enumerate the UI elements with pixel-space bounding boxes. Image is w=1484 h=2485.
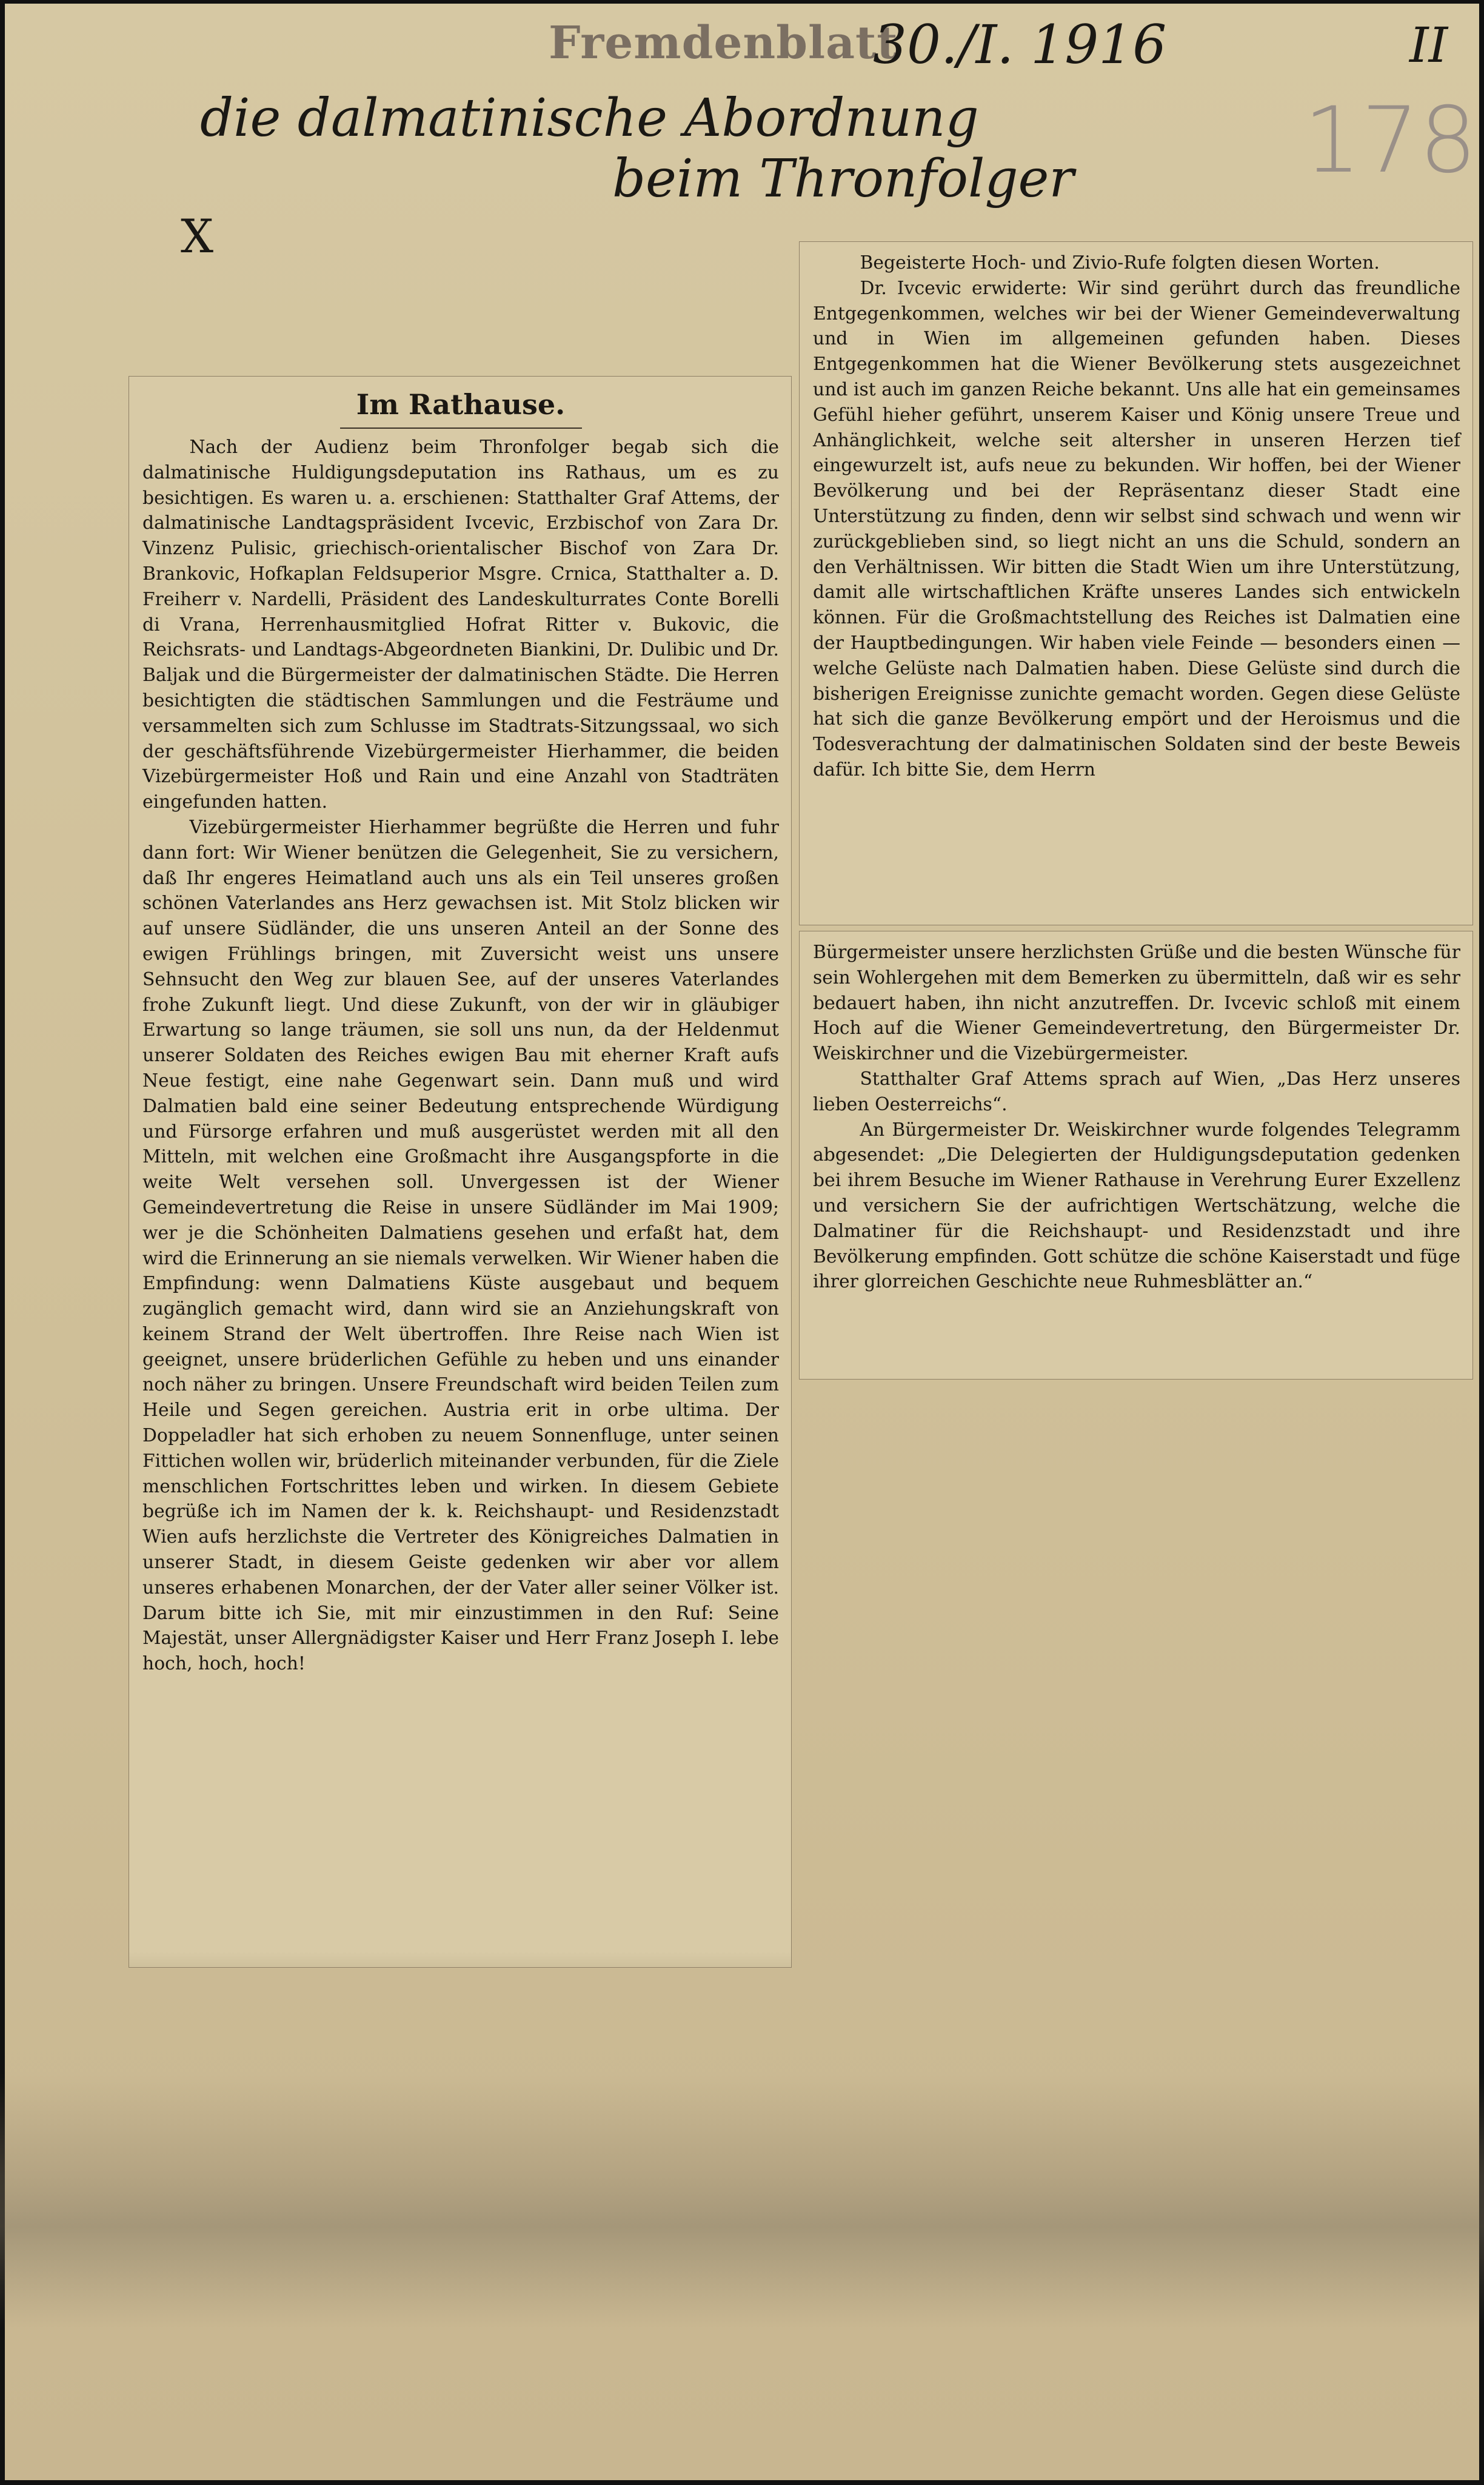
- headline-divider: [340, 428, 582, 429]
- handwritten-date: 30./I. 1916: [873, 13, 1167, 76]
- border-top: [0, 0, 1484, 4]
- page-mark: II: [1409, 17, 1448, 73]
- paragraph: Dr. Ivcevic erwiderte: Wir sind gerührt durch das freundliche Entgegenkommen, welches wir bei der Wiener Gemeindeverwaltung und in Wien im allgemeinen gefunden haben. Dieses Entgegenkommen hat die Wiener Bevölkerung stets ausgezeichnet und ist auch im ganzen Reiche bekannt. Uns alle hat ein gemeinsames Gefühl hieher geführt, unserem Kaiser und König unsere Treue und Anhänglichkeit, welche seit altersher in unseren Herzen tief eingewurzelt ist, aufs neue zu bekunden. Wir hoffen, bei der Wiener Bevölkerung und bei der Repräsentanz dieser Stadt eine Unterstützung zu finden, denn wir selbst sind schwach und wenn wir zurückgeblieben sind, so liegt nicht an uns die Schuld, sondern an den Verhältnissen. Wir bitten die Stadt Wien um ihre Unterstützung, damit alle wirtschaftlichen Kräfte unseres Landes sich entwickeln können. Für die Großmachtstellung des Reiches ist Dalmatien eine der Hauptbedingungen. Wir haben viele Feinde — besonders einen — welche Gelüste nach Dalmatien haben. Diese Gelüste sind durch die bisherigen Ereignisse zunichte gemacht worden. Gegen diese Gelüste hat sich die ganze Bevölkerung empört und der Heroismus und die Todesverachtung der dalmatinischen Soldaten sind der beste Beweis dafür. Ich bitte Sie, dem Herrn: [813, 277, 1460, 780]
- paragraph: Statthalter Graf Attems sprach auf Wien, „Das Herz unseres lieben Oesterreichs“.: [813, 1068, 1460, 1115]
- margin-mark: X: [181, 209, 214, 263]
- archive-number: 178: [1303, 88, 1477, 193]
- fold-shadow: [0, 2074, 1484, 2329]
- clipping-column-left: [129, 376, 792, 1968]
- paragraph: Bürgermeister unsere herzlichsten Grüße und die besten Wünsche für sein Wohlergehen mit dem Bemerken zu übermitteln, daß wir es sehr bedauert haben, ihn nicht anzutreffen. Dr. Ivcevic schloß mit einem Hoch auf die Wiener Gemeindevertretung, den Bürgermeister Dr. Weiskirchner und die Vizebürgermeister.: [813, 942, 1460, 1065]
- article-headline: Im Rathause.: [356, 388, 566, 421]
- paragraph: Vizebürgermeister Hierhammer begrüßte die Herren und fuhr dann fort: Wir Wiener benützen die Gelegenheit, Sie zu versichern, daß Ihr engeres Heimatland auch uns als ein Teil unseres großen schönen Vaterlandes ans Herz gewachsen ist. Mit Stolz blicken wir auf unsere Südländer, die uns unseren Anteil an der Sonne des ewigen Frühlings bringen, mit Zuversicht weist uns unsere Sehnsucht den Weg zur blauen See, auf der unseres Vaterlandes frohe Zukunft liegt. Und diese Zukunft, von der wir in gläubiger Erwartung so lange träumen, sie soll uns nun, da der Heldenmut unserer Soldaten des Reiches ewigen Bau mit eherner Kraft aufs Neue festigt, eine nahe Gegenwart sein. Dann muß und wird Dalmatien bald eine seiner Bedeutung entsprechende Würdigung und Fürsorge erfahren und muß ausgerüstet werden mit all den Mitteln, mit welchen eine Großmacht ihre Ausgangspforte in die weite Welt versehen soll. Unvergessen ist der Wiener Gemeindevertretung die Reise in unsere Südländer im Mai 1909; wer je die Schönheiten Dalmatiens gesehen und erfaßt hat, dem wird die Erinnerung an sie niemals verwelken. Wir Wiener haben die Empfindung: wenn Dalmatiens Küste ausgebaut und bequem zugänglich gemacht wird, dann wird sie an Anziehungskraft von keinem Strand der Welt übertroffen. Ihre Reise nach Wien ist geeignet, unsere brüderlichen Gefühle zu heben und uns einander noch näher zu bringen. Unsere Freundschaft wird beiden Teilen zum Heile und Segen gereichen. Austria erit in orbe ultima. Der Doppeladler hat sich erhoben zu neuem Sonnenfluge, unter seinen Fittichen wollen wir, brüderlich miteinander verbunden, für die Ziele menschlichen Fortschrittes leben und wirken. In diesem Gebiete begrüße ich im Namen der k. k. Reichshaupt- und Residenzstadt Wien aufs herzlichste die Vertreter des Königreiches Dalmatien in unserer Stadt, in diesem Geiste gedenken wir aber vor allem unseres erhabenen Monarchen, der der Vater aller seiner Völker ist. Darum bitte ich Sie, mit mir einzustimmen in den Ruf: Seine Majestät, unser Allergnädigster Kaiser und Herr Franz Joseph I. lebe hoch, hoch, hoch!: [142, 816, 779, 1675]
- clip-edge: [129, 1951, 791, 1967]
- newspaper-stamp: Fremdenblatt: [549, 17, 898, 69]
- clipping-column-right-bottom: [799, 931, 1473, 1380]
- paragraph: Nach der Audienz beim Thronfolger begab sich die dalmatinische Huldigungsdeputation ins Rathaus, um es zu besichtigen. Es waren u. a. erschienen: Statthalter Graf Attems, der dalmatinische Landtagspräsident Ivcevic, Erzbischof von Zara Dr. Vinzenz Pulisic, griechisch-orientalischer Bischof von Zara Dr. Brankovic, Hofkaplan Feldsuperior Msgre. Crnica, Statthalter a. D. Freiherr v. Nardelli, Präsident des Landeskulturrates Conte Borelli di Vrana, Herrenhausmitglied Hofrat Ritter v. Bukovic, die Reichsrats- und Landtags-Abgeordneten Biankini, Dr. Dulibic und Dr. Baljak und die Bürgermeister der dalmatinischen Städte. Die Herren besichtigten die städtischen Sammlungen und die Festräume und versammelten sich zum Schlusse im Stadtrats-Sitzungssaal, wo sich der geschäftsführende Vizebürgermeister Hierhammer, die beiden Vizebürgermeister Hoß und Rain und eine Anzahl von Stadträten eingefunden hatten.: [142, 437, 779, 813]
- handwritten-note-line1: die dalmatinische Abordnung: [200, 88, 979, 149]
- clipping-column-right-top: [799, 241, 1473, 925]
- handwritten-note-line2: beim Thronfolger: [612, 149, 1074, 209]
- paragraph: Begeisterte Hoch- und Zivio-Rufe folgten diesen Worten.: [860, 252, 1380, 273]
- paragraph: An Bürgermeister Dr. Weiskirchner wurde folgendes Telegramm abgesendet: „Die Delegierten der Huldigungsdeputation gedenken bei ihrem Besuche im Wiener Rathause in Verehrung Eurer Exzellenz und versichern Sie der aufrichtigen Wertschätzung, welche die Dalmatiner für die Reichshaupt- und Residenzstadt und ihre Bevölkerung empfinden. Gott schütze die schöne Kaiserstadt und füge ihrer glorreichen Geschichte neue Ruhmesblätter an.“: [813, 1119, 1460, 1293]
- border-bottom: [0, 2480, 1484, 2485]
